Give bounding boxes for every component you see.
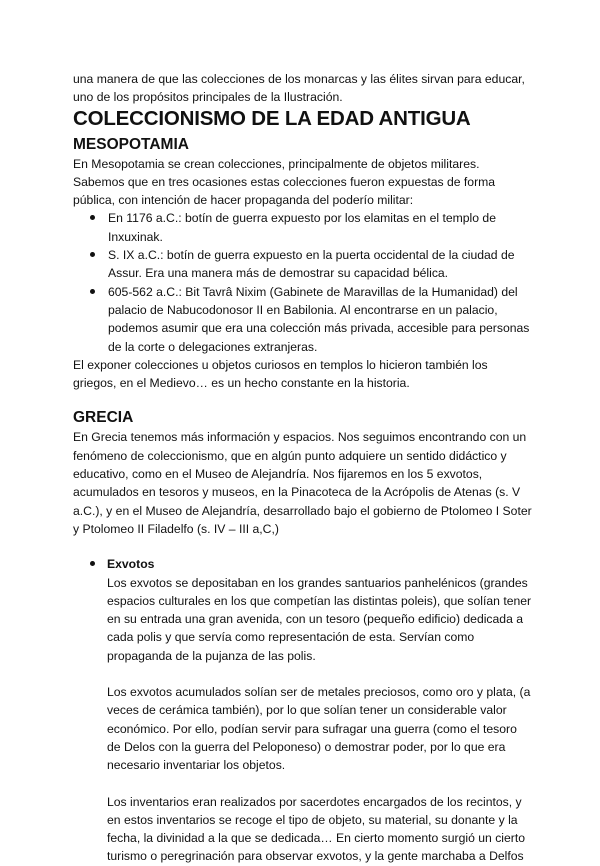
mesopotamia-intro: En Mesopotamia se crean colecciones, principalmente de objetos militares. Sabemos que en tres ocasiones estas colecciones fueron expuestas de forma pública, con intención de hacer propaganda del poderío militar: <box>73 156 496 208</box>
bullet-icon <box>90 252 95 257</box>
list-item-text: 605-562 a.C.: Bit Tavrâ Nixim (Gabinete de Maravillas de la Humanidad) del palacio de Nabucodonosor II en Babilonia. Al encontrarse en un palacio, podemos asumir que era una colección más privada, accesible para personas de la corte o delegaciones extranjeras. <box>108 284 530 354</box>
grecia-heading: GRECIA <box>73 409 134 427</box>
exvotos-title: Exvotos <box>107 557 155 572</box>
list-item-text: S. IX a.C.: botín de guerra expuesto en la puerta occidental de la ciudad de Assur. Era una manera más de demostrar su capacidad bélica. <box>108 248 515 281</box>
intro-continuation: una manera de que las colecciones de los monarcas y las élites sirvan para educar, uno de los propósitos principales de la Ilustración. <box>73 72 525 105</box>
mesopotamia-closing: El exponer colecciones u objetos curiosos en templos lo hicieron también los griegos, en el Medievo… es un hecho constante en la historia. <box>73 357 488 391</box>
list-item <box>73 555 533 865</box>
exvotos-paragraph-1: Los exvotos se depositaban en los grandes santuarios panhelénicos (grandes espacios culturales en los que competían las distintas poleis), que solían tener en su entrada una gran avenida, con un tesoro (pequeño edificio) dedicada a cada polis y que servía como representación de esta. Servían como propaganda de la pujanza de las polis. <box>107 575 532 663</box>
exvotos-paragraph-3: Los inventarios eran realizados por sacerdotes encargados de los recintos, y en estos inventarios se recoge el tipo de objeto, su material, su donante y la fecha, la divinidad a la que se dedicada… En cierto momento surgió un cierto turismo o peregrinación para observar exvotos, y la gente marchaba a Delfos <box>107 794 526 864</box>
exvotos-paragraph-2: Los exvotos acumulados solían ser de metales preciosos, como oro y plata, (a veces de cerámica también), por lo que solían tener un considerable valor económico. Por ello, podían servir para sufragar una guerra (como el tesoro de Delos con la guerra del Peloponeso) o demostrar poder, por lo que era necesario inventariar los objetos. <box>107 685 531 773</box>
mesopotamia-list <box>73 209 533 355</box>
paragraph-gap <box>107 775 533 793</box>
list-item <box>73 209 533 246</box>
page-content <box>73 70 533 866</box>
list-item <box>73 246 533 283</box>
bullet-icon <box>90 215 95 220</box>
mesopotamia-heading: MESOPOTAMIA <box>73 135 189 153</box>
bullet-icon <box>90 289 95 294</box>
chapter-title: COLECCIONISMO DE LA EDAD ANTIGUA <box>73 106 471 130</box>
list-item <box>73 283 533 356</box>
exvotos-list <box>73 555 533 865</box>
paragraph-gap <box>107 665 533 683</box>
bullet-icon <box>90 561 95 566</box>
list-item-text: En 1176 a.C.: botín de guerra expuesto por los elamitas en el templo de Inxuxinak. <box>108 211 496 244</box>
grecia-intro: En Grecia tenemos más información y espacios. Nos seguimos encontrando con un fenómeno de coleccionismo, que en algún punto adquiere un sentido didáctico y educativo, como en el Museo de Alejandría. Nos fijaremos en los 5 exvotos, acumulados en tesoros y museos, en la Pinacoteca de la Acrópolis de Atenas (s. V a.C.), y en el Museo de Alejandría, desarrollado bajo el gobierno de Ptolomeo I Soter y Ptolomeo II Filadelfo (s. IV – III a,C,) <box>73 430 532 536</box>
